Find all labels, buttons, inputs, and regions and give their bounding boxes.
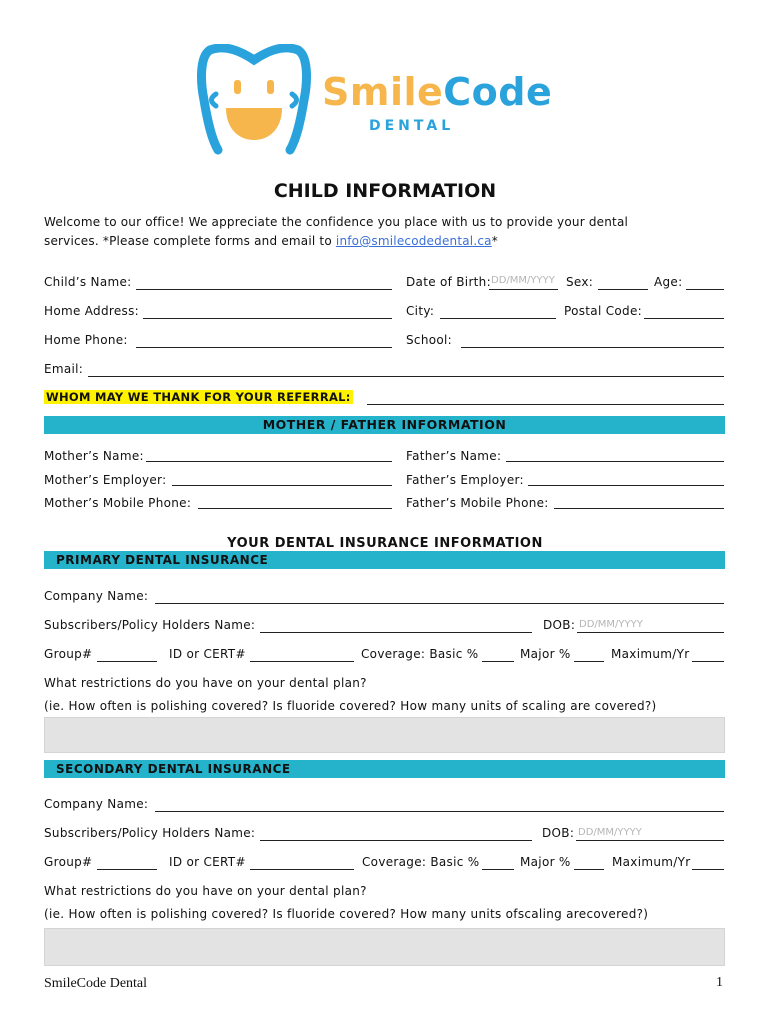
age-field[interactable] <box>686 289 724 290</box>
office-email-link[interactable]: info@smilecodedental.ca <box>335 234 492 248</box>
secondary-maximum-field[interactable] <box>692 869 724 870</box>
email-label: Email: <box>44 362 84 376</box>
primary-dob-field[interactable] <box>577 632 724 633</box>
postal-code-label: Postal Code: <box>564 304 642 318</box>
date-of-birth-label: Date of Birth: <box>406 275 491 289</box>
fathers-employer-field[interactable] <box>528 485 724 486</box>
referral-field[interactable] <box>367 404 724 405</box>
mothers-mobile-label: Mother’s Mobile Phone: <box>44 496 192 510</box>
logo-word-code: Code <box>443 70 553 114</box>
primary-major-label: Major % <box>520 647 571 661</box>
parents-header-bar <box>44 416 725 434</box>
secondary-group-field[interactable] <box>97 869 157 870</box>
primary-id-cert-label: ID or CERT# <box>169 647 246 661</box>
primary-group-field[interactable] <box>97 661 157 662</box>
secondary-header-bar <box>44 760 725 778</box>
mothers-employer-field[interactable] <box>172 485 392 486</box>
primary-header: PRIMARY DENTAL INSURANCE <box>56 553 269 567</box>
primary-subscriber-field[interactable] <box>260 632 532 633</box>
primary-id-cert-field[interactable] <box>250 661 354 662</box>
secondary-dob-label: DOB: <box>542 826 575 840</box>
secondary-maximum-label: Maximum/Yr <box>612 855 691 869</box>
city-field[interactable] <box>440 318 556 319</box>
school-field[interactable] <box>461 347 724 348</box>
logo <box>196 44 566 159</box>
secondary-dob-placeholder: DD/MM/YYYY <box>578 827 642 838</box>
sex-field[interactable] <box>598 289 648 290</box>
secondary-subscriber-label: Subscribers/Policy Holders Name: <box>44 826 256 840</box>
fathers-name-field[interactable] <box>506 461 724 462</box>
primary-coverage-basic-field[interactable] <box>482 661 514 662</box>
intro-asterisk: * <box>491 234 498 248</box>
date-of-birth-placeholder: DD/MM/YYYY <box>491 275 555 286</box>
primary-maximum-label: Maximum/Yr <box>611 647 690 661</box>
age-label: Age: <box>654 275 683 289</box>
primary-restrictions-example: (ie. How often is polishing covered? Is fluoride covered? How many units of scaling are covered?) <box>44 699 657 713</box>
parents-header: MOTHER / FATHER INFORMATION <box>262 417 507 432</box>
secondary-coverage-basic-label: Coverage: Basic % <box>362 855 480 869</box>
email-field[interactable] <box>88 376 724 377</box>
intro-line-2 <box>44 234 498 248</box>
primary-company-field[interactable] <box>155 603 724 604</box>
tooth-smile-icon <box>196 44 312 159</box>
intro-text: services. *Please complete forms and email to <box>44 234 336 248</box>
postal-code-field[interactable] <box>644 318 724 319</box>
sex-label: Sex: <box>566 275 594 289</box>
page-number: 1 <box>716 975 723 990</box>
primary-header-bar <box>44 551 725 569</box>
home-phone-label: Home Phone: <box>44 333 128 347</box>
child-info-title: CHILD INFORMATION <box>273 180 497 202</box>
primary-major-field[interactable] <box>574 661 604 662</box>
secondary-id-cert-field[interactable] <box>250 869 354 870</box>
referral-label: WHOM MAY WE THANK FOR YOUR REFERRAL: <box>46 390 351 404</box>
secondary-restrictions-question: What restrictions do you have on your dental plan? <box>44 884 367 898</box>
secondary-company-field[interactable] <box>155 811 724 812</box>
mothers-employer-label: Mother’s Employer: <box>44 473 167 487</box>
childs-name-field[interactable] <box>136 289 392 290</box>
logo-tagline: DENTAL <box>369 118 455 134</box>
fathers-mobile-label: Father’s Mobile Phone: <box>406 496 549 510</box>
mothers-name-label: Mother’s Name: <box>44 449 144 463</box>
fathers-name-label: Father’s Name: <box>406 449 502 463</box>
primary-group-label: Group# <box>44 647 93 661</box>
mothers-mobile-field[interactable] <box>198 508 392 509</box>
fathers-employer-label: Father’s Employer: <box>406 473 524 487</box>
primary-maximum-field[interactable] <box>692 661 724 662</box>
primary-restrictions-textarea[interactable] <box>44 717 725 753</box>
city-label: City: <box>406 304 435 318</box>
secondary-header: SECONDARY DENTAL INSURANCE <box>56 762 291 776</box>
fathers-mobile-field[interactable] <box>554 508 724 509</box>
primary-company-label: Company Name: <box>44 589 149 603</box>
secondary-coverage-basic-field[interactable] <box>482 869 514 870</box>
date-of-birth-field[interactable] <box>489 289 558 290</box>
logo-word-smile: Smile <box>322 70 444 114</box>
intro-line-1: Welcome to our office! We appreciate the confidence you place with us to provide your dental <box>44 215 629 229</box>
home-address-label: Home Address: <box>44 304 139 318</box>
home-phone-field[interactable] <box>136 347 392 348</box>
secondary-subscriber-field[interactable] <box>260 840 532 841</box>
secondary-major-field[interactable] <box>574 869 604 870</box>
secondary-id-cert-label: ID or CERT# <box>169 855 246 869</box>
primary-coverage-basic-label: Coverage: Basic % <box>361 647 479 661</box>
secondary-restrictions-example: (ie. How often is polishing covered? Is fluoride covered? How many units ofscaling arecovered?) <box>44 907 649 921</box>
home-address-field[interactable] <box>143 318 392 319</box>
childs-name-label: Child’s Name: <box>44 275 132 289</box>
school-label: School: <box>406 333 452 347</box>
footer-brand: SmileCode Dental <box>44 976 148 991</box>
insurance-title: YOUR DENTAL INSURANCE INFORMATION <box>227 536 543 551</box>
primary-restrictions-question: What restrictions do you have on your dental plan? <box>44 676 367 690</box>
primary-subscriber-label: Subscribers/Policy Holders Name: <box>44 618 256 632</box>
secondary-group-label: Group# <box>44 855 93 869</box>
secondary-restrictions-textarea[interactable] <box>44 928 725 966</box>
secondary-dob-field[interactable] <box>576 840 724 841</box>
primary-dob-label: DOB: <box>543 618 576 632</box>
mothers-name-field[interactable] <box>146 461 392 462</box>
logo-wordmark <box>322 70 552 114</box>
primary-dob-placeholder: DD/MM/YYYY <box>579 619 643 630</box>
secondary-major-label: Major % <box>520 855 571 869</box>
secondary-company-label: Company Name: <box>44 797 149 811</box>
